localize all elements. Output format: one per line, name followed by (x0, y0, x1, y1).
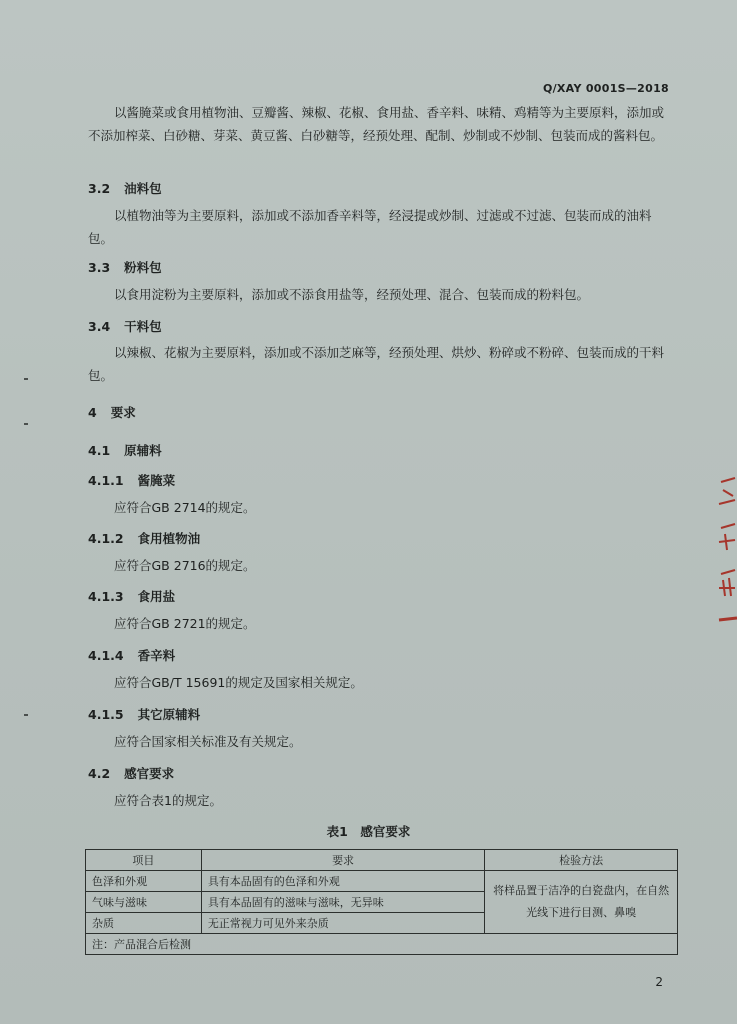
section-4-2-heading (88, 764, 174, 782)
section-title: 干料包 (124, 319, 162, 334)
table-row (86, 871, 678, 892)
inspection-method: 将样品置于洁净的白瓷盘内，在自然光线下进行目测、鼻嗅 (485, 871, 678, 934)
section-number: 4.1 (88, 443, 111, 458)
section-3-2-paragraph: 以植物油等为主要原料，添加或不添加香辛料等，经浸提或炒制、过滤或不过滤、包装而成的油料包。 (88, 208, 652, 246)
section-title: 香辛料 (137, 648, 176, 663)
section-number: 4.1.2 (88, 531, 124, 546)
section-4-1-1-paragraph: 应符合GB 2714的规定。 (114, 500, 256, 515)
section-title: 粉料包 (124, 260, 162, 275)
header-method: 检验方法 (485, 850, 678, 871)
header-item: 项目 (86, 850, 202, 871)
section-title: 原辅料 (124, 443, 162, 458)
section-title: 食用盐 (137, 589, 176, 604)
standard-code: Q/XAY 0001S—2018 (542, 82, 669, 95)
row-requirement: 具有本品固有的色泽和外观 (201, 871, 485, 892)
section-4-1-5-heading (88, 705, 200, 723)
section-4-1-3-heading (88, 587, 175, 605)
row-item: 气味与滋味 (86, 892, 202, 913)
row-requirement: 无正常视力可见外来杂质 (201, 913, 485, 934)
header-requirement: 要求 (201, 850, 485, 871)
section-4-1-1-heading (88, 471, 175, 489)
section-number: 4.1.3 (88, 589, 124, 604)
row-requirement: 具有本品固有的滋味与滋味，无异味 (201, 892, 485, 913)
section-3-3-paragraph: 以食用淀粉为主要原料，添加或不添食用盐等，经预处理、混合、包装而成的粉料包。 (114, 287, 590, 302)
section-number: 4.1.5 (88, 707, 124, 722)
red-stamp-fragment (715, 470, 737, 630)
section-number: 4 (88, 405, 97, 420)
table-caption: 表1 感官要求 (326, 824, 411, 839)
section-number: 3.2 (88, 181, 111, 196)
section-4-2-paragraph: 应符合表1的规定。 (114, 793, 222, 808)
section-4-1-4-paragraph: 应符合GB/T 15691的规定及国家相关规定。 (114, 675, 363, 690)
section-title: 酱腌菜 (137, 473, 176, 488)
section-title: 食用植物油 (137, 531, 201, 546)
section-3-2-heading (88, 179, 162, 197)
section-title: 感官要求 (124, 766, 175, 781)
section-4-1-4-heading (88, 646, 175, 664)
section-number: 4.1.4 (88, 648, 124, 663)
section-3-3-heading (88, 258, 162, 276)
table-note: 注：产品混合后检测 (86, 934, 678, 955)
table-note-row (86, 934, 678, 955)
scan-mark (24, 714, 28, 716)
section-4-1-2-heading (88, 529, 200, 547)
section-4-heading (88, 403, 136, 421)
table-header-row (86, 850, 678, 871)
row-item: 杂质 (86, 913, 202, 934)
section-4-1-3-paragraph: 应符合GB 2721的规定。 (114, 616, 256, 631)
section-4-1-5-paragraph: 应符合国家相关标准及有关规定。 (114, 734, 302, 749)
section-number: 4.1.1 (88, 473, 124, 488)
row-item: 色泽和外观 (86, 871, 202, 892)
section-3-4-paragraph: 以辣椒、花椒为主要原料，添加或不添加芝麻等，经预处理、烘炒、粉碎或不粉碎、包装而成的干料包。 (88, 345, 665, 383)
sensory-requirements-table (85, 849, 678, 955)
section-title: 要求 (110, 405, 136, 420)
section-3-4-heading (88, 317, 162, 335)
scan-mark (24, 423, 28, 425)
section-number: 3.4 (88, 319, 111, 334)
section-4-1-2-paragraph: 应符合GB 2716的规定。 (114, 558, 256, 573)
stamp-shape (715, 470, 737, 630)
page-number: 2 (655, 975, 663, 989)
section-title: 其它原辅料 (137, 707, 201, 722)
section-title: 油料包 (124, 181, 162, 196)
scan-mark (24, 378, 28, 380)
section-4-1-heading (88, 441, 162, 459)
section-number: 3.3 (88, 260, 111, 275)
section-3-1-paragraph: 以酱腌菜或食用植物油、豆瓣酱、辣椒、花椒、食用盐、香辛料、味精、鸡精等为主要原料，添加或不添加榨菜、白砂糖、芽菜、黄豆酱、白砂糖等，经预处理、配制、炒制或不炒制、包装而成的酱料包。 (88, 105, 665, 143)
section-number: 4.2 (88, 766, 111, 781)
